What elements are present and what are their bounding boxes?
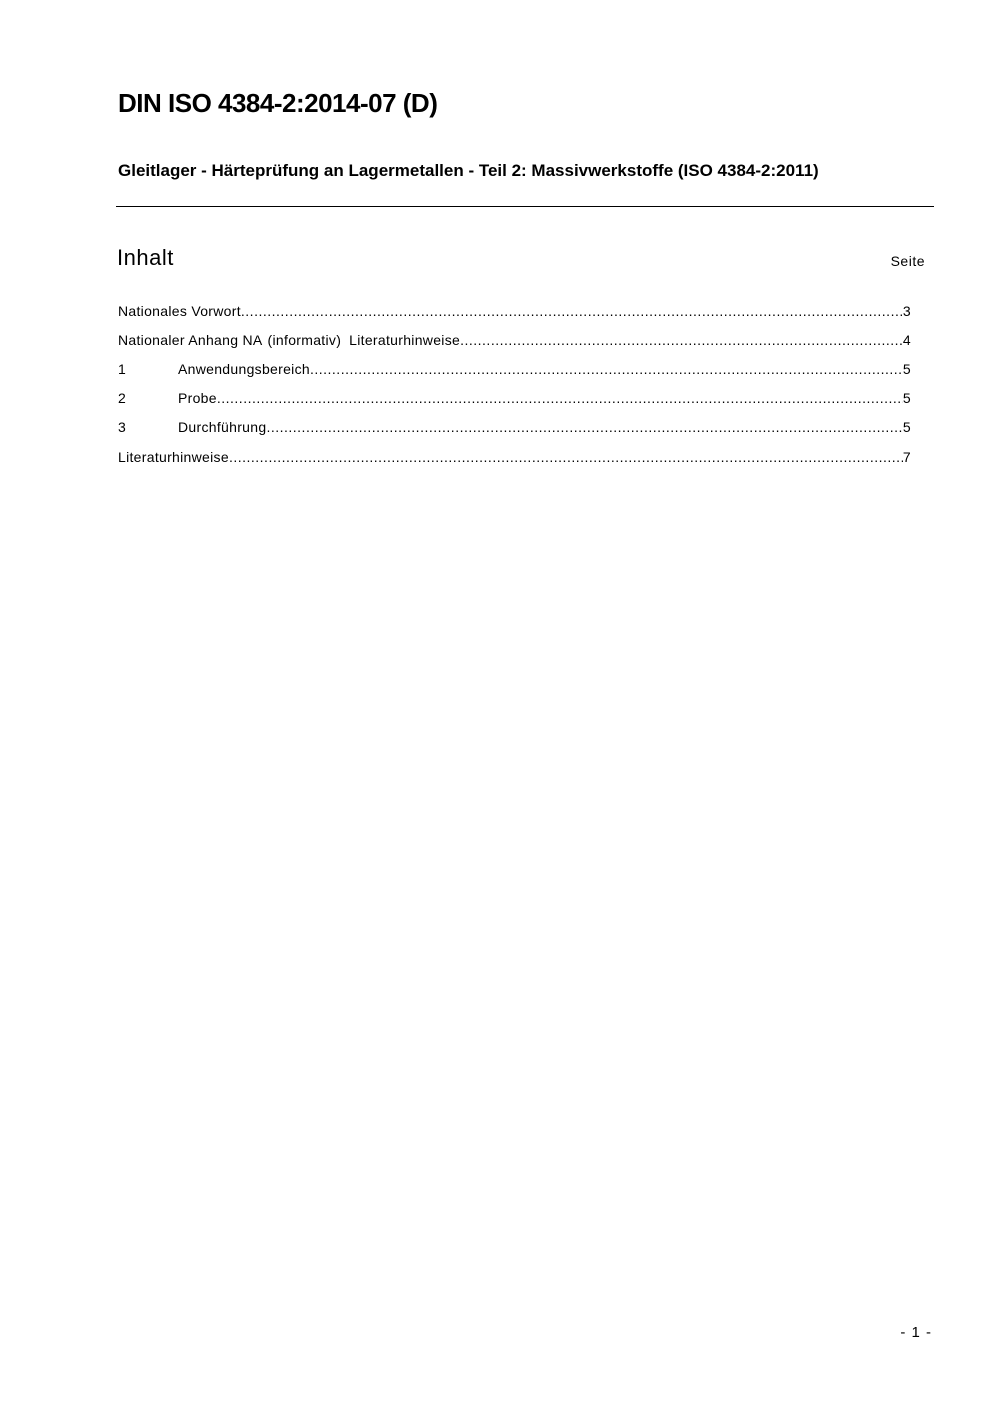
toc-entry-page: 5 — [902, 390, 911, 406]
toc-entry-number: 1 — [118, 361, 127, 377]
toc-leader-dots — [217, 387, 903, 409]
toc-entry-text: Nationales Vorwort — [118, 303, 241, 319]
toc-entry-page: 7 — [902, 449, 911, 465]
table-of-contents — [118, 300, 911, 475]
toc-leader-dots — [229, 446, 903, 468]
toc-leader-dots — [241, 300, 903, 322]
toc-entry-anwendungsbereich[interactable] — [118, 358, 911, 387]
toc-entry-note: (informativ) — [267, 332, 342, 348]
toc-entry-nationaler-anhang[interactable] — [118, 329, 911, 358]
toc-entry-number: 3 — [118, 419, 127, 435]
toc-leader-dots — [310, 358, 903, 380]
toc-entry-text: Anwendungsbereich — [178, 361, 310, 377]
toc-entry-second-text: Literaturhinweise — [349, 332, 461, 348]
toc-leader-dots — [460, 329, 903, 351]
toc-entry-probe[interactable] — [118, 387, 911, 416]
toc-entry-nationales-vorwort[interactable] — [118, 300, 911, 329]
toc-entry-text: Probe — [178, 390, 217, 406]
toc-entry-page: 4 — [902, 332, 911, 348]
toc-leader-dots — [266, 416, 902, 438]
toc-entry-literaturhinweise[interactable] — [118, 446, 911, 475]
toc-entry-durchfuehrung[interactable] — [118, 416, 911, 445]
document-title: DIN ISO 4384-2:2014-07 (D) — [118, 88, 438, 118]
title-divider — [116, 206, 934, 207]
page-number: - 1 - — [900, 1324, 932, 1341]
toc-entry-page: 3 — [902, 303, 911, 319]
toc-entry-text: Literaturhinweise — [118, 449, 229, 465]
toc-entry-text: Nationaler Anhang NA — [118, 332, 263, 348]
toc-entry-text: Durchführung — [178, 419, 267, 435]
document-subtitle: Gleitlager - Härteprüfung an Lagermetallen - Teil 2: Massivwerkstoffe (ISO 4384-2:2011) — [118, 161, 819, 180]
toc-entry-page: 5 — [902, 419, 911, 435]
toc-page-label: Seite — [890, 253, 925, 269]
toc-heading: Inhalt — [117, 245, 174, 270]
toc-entry-number: 2 — [118, 390, 127, 406]
toc-entry-page: 5 — [902, 361, 911, 377]
